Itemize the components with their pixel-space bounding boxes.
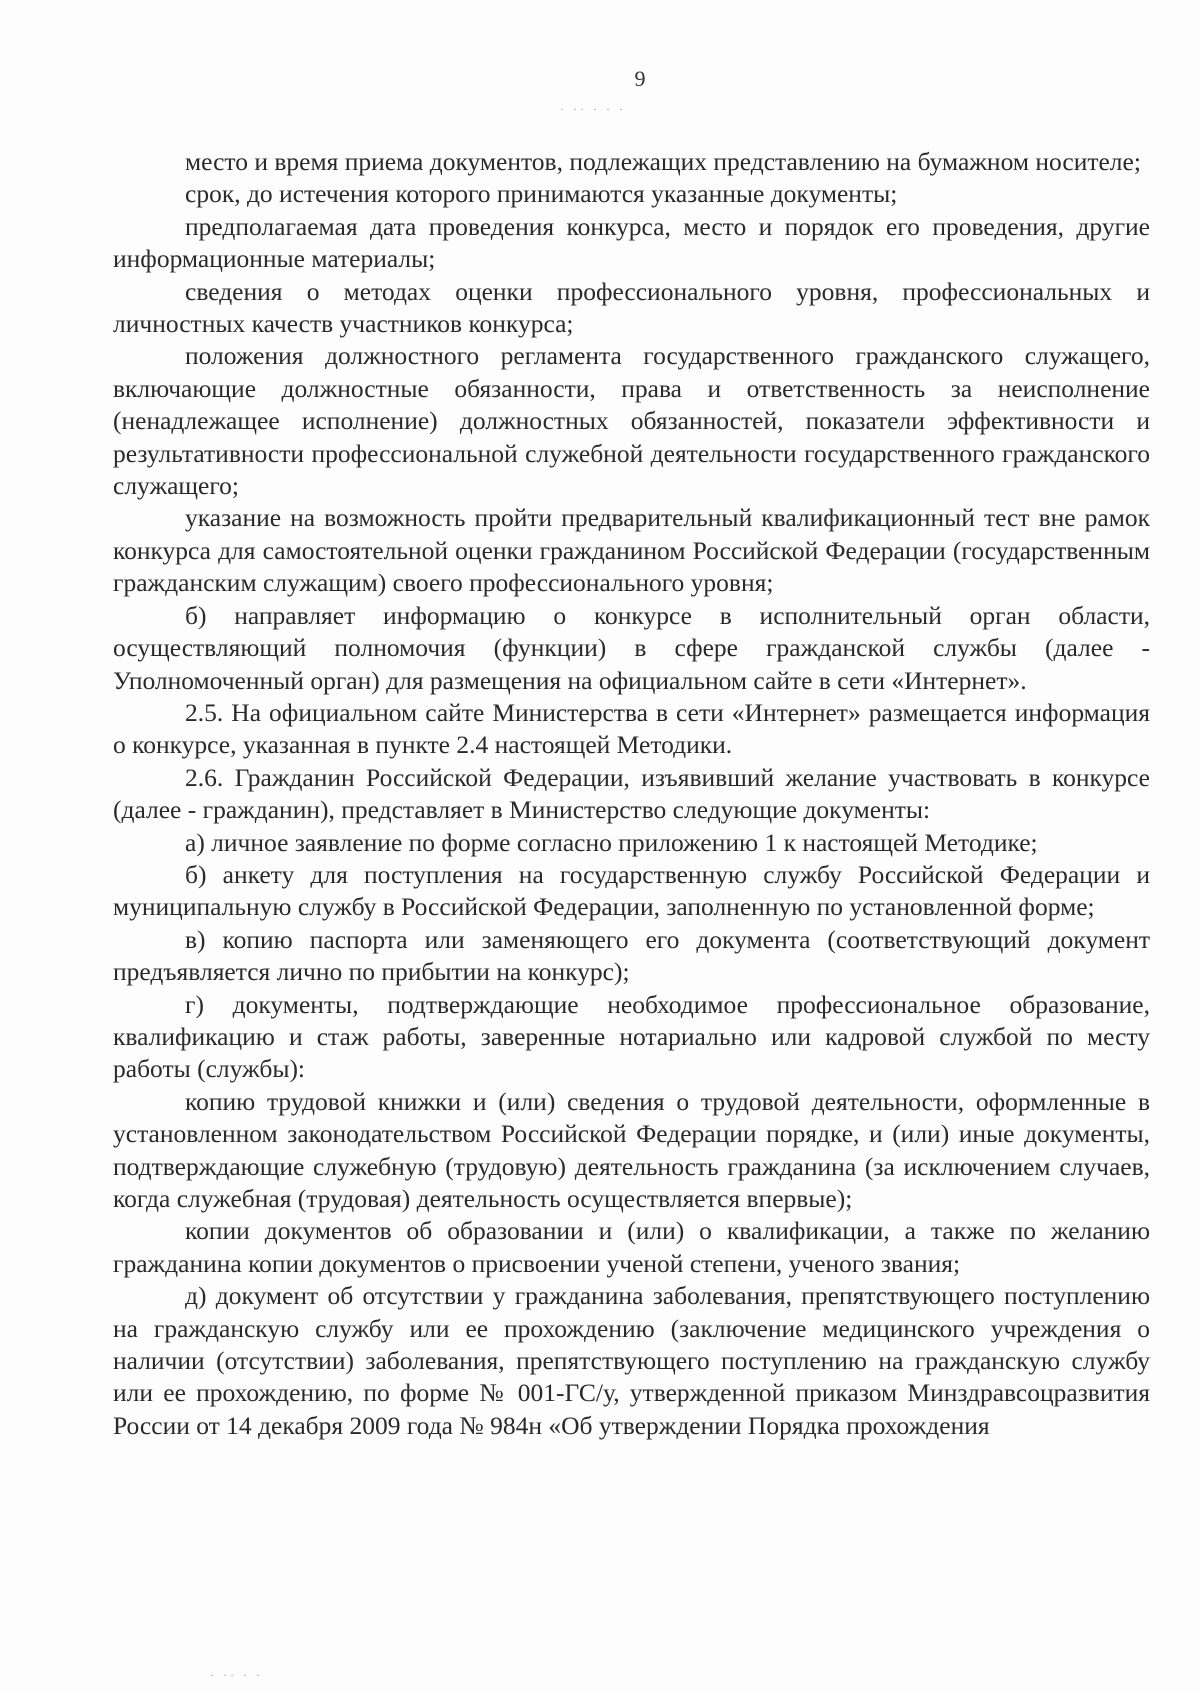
paragraph: указание на возможность пройти предварительный квалификационный тест вне рамок конкурса для самостоятельной оценки гражданином Российской Федерации (государственным гражданским служащим) своего профессионального уровня; (113, 503, 1150, 598)
paragraph: предполагаемая дата проведения конкурса, место и порядок его проведения, другие информационные материалы; (113, 211, 1150, 274)
paragraph: срок, до истечения которого принимаются указанные документы; (185, 179, 898, 209)
scan-speckle: · ·· · · · (560, 102, 626, 116)
paragraph: место и время приема документов, подлежащих представлению на бумажном носителе; (185, 147, 1141, 176)
paragraph: д) документ об отсутствии у гражданина заболевания, препятствующего поступлению на гражданскую службу или ее прохождению (заключение медицинского учреждения о наличии (отсутствии) заболевания, препятствующего поступлению на гражданскую службу или ее прохождению, по форме № 001-ГС/у, утвержденной приказом Минздравсоцразвития России от 14 декабря 2009 года № 984н «Об утверждении Порядка прохождения (113, 1281, 1150, 1440)
paragraph: копии документов об образовании и (или) о квалификации, а также по желанию гражданина копии документов о присвоении ученой степени, ученого звания; (113, 1216, 1150, 1278)
paragraph: положения должностного регламента государственного гражданского служащего, включающие должностные обязанности, права и ответственность за неисполнение (ненадлежащее исполнение) должностных обязанностей, показатели эффективности и результативности профессиональной служебной деятельности государственного гражданского служащего; (113, 341, 1150, 501)
paragraph: а) личное заявление по форме согласно приложению 1 к настоящей Методике; (185, 827, 1038, 857)
paragraph: б) направляет информацию о конкурсе в исполнительный орган области, осуществляющий полномочия (функции) в сфере гражданской службы (далее - Уполномоченный орган) для размещения на официальном сайте в сети «Интернет». (113, 600, 1150, 695)
paragraph: б) анкету для поступления на государственную службу Российской Федерации и муниципальную службу в Российской Федерации, заполненную по установленной форме; (113, 859, 1150, 922)
paragraph: сведения о методах оценки профессионального уровня, профессиональных и личностных качеств участников конкурса; (113, 276, 1150, 339)
paragraph: г) документы, подтверждающие необходимое профессиональное образование, квалификацию и стаж работы, заверенные нотариально или кадровой службой по месту работы (службы): (113, 989, 1150, 1084)
document-body (113, 146, 1150, 1442)
paragraph: в) копию паспорта или заменяющего его документа (соответствующий документ предъявляется лично по прибытии на конкурс); (113, 924, 1150, 987)
paragraph: 2.5. На официальном сайте Министерства в сети «Интернет» размещается информация о конкурсе, указанная в пункте 2.4 настоящей Методики. (113, 697, 1150, 760)
scan-speckle: · ·· · · (210, 1668, 263, 1682)
paragraph: копию трудовой книжки и (или) сведения о трудовой деятельности, оформленные в установленном законодательством Российской Федерации порядке, и (или) иные документы, подтверждающие служебную (трудовую) деятельность гражданина (за исключением случаев, когда служебная (трудовая) деятельность осуществляется впервые); (113, 1086, 1150, 1213)
page-number: 9 (634, 66, 646, 91)
paragraph: 2.6. Гражданин Российской Федерации, изъявивший желание участвовать в конкурсе (далее - гражданин), представляет в Министерство следующие документы: (113, 762, 1150, 825)
